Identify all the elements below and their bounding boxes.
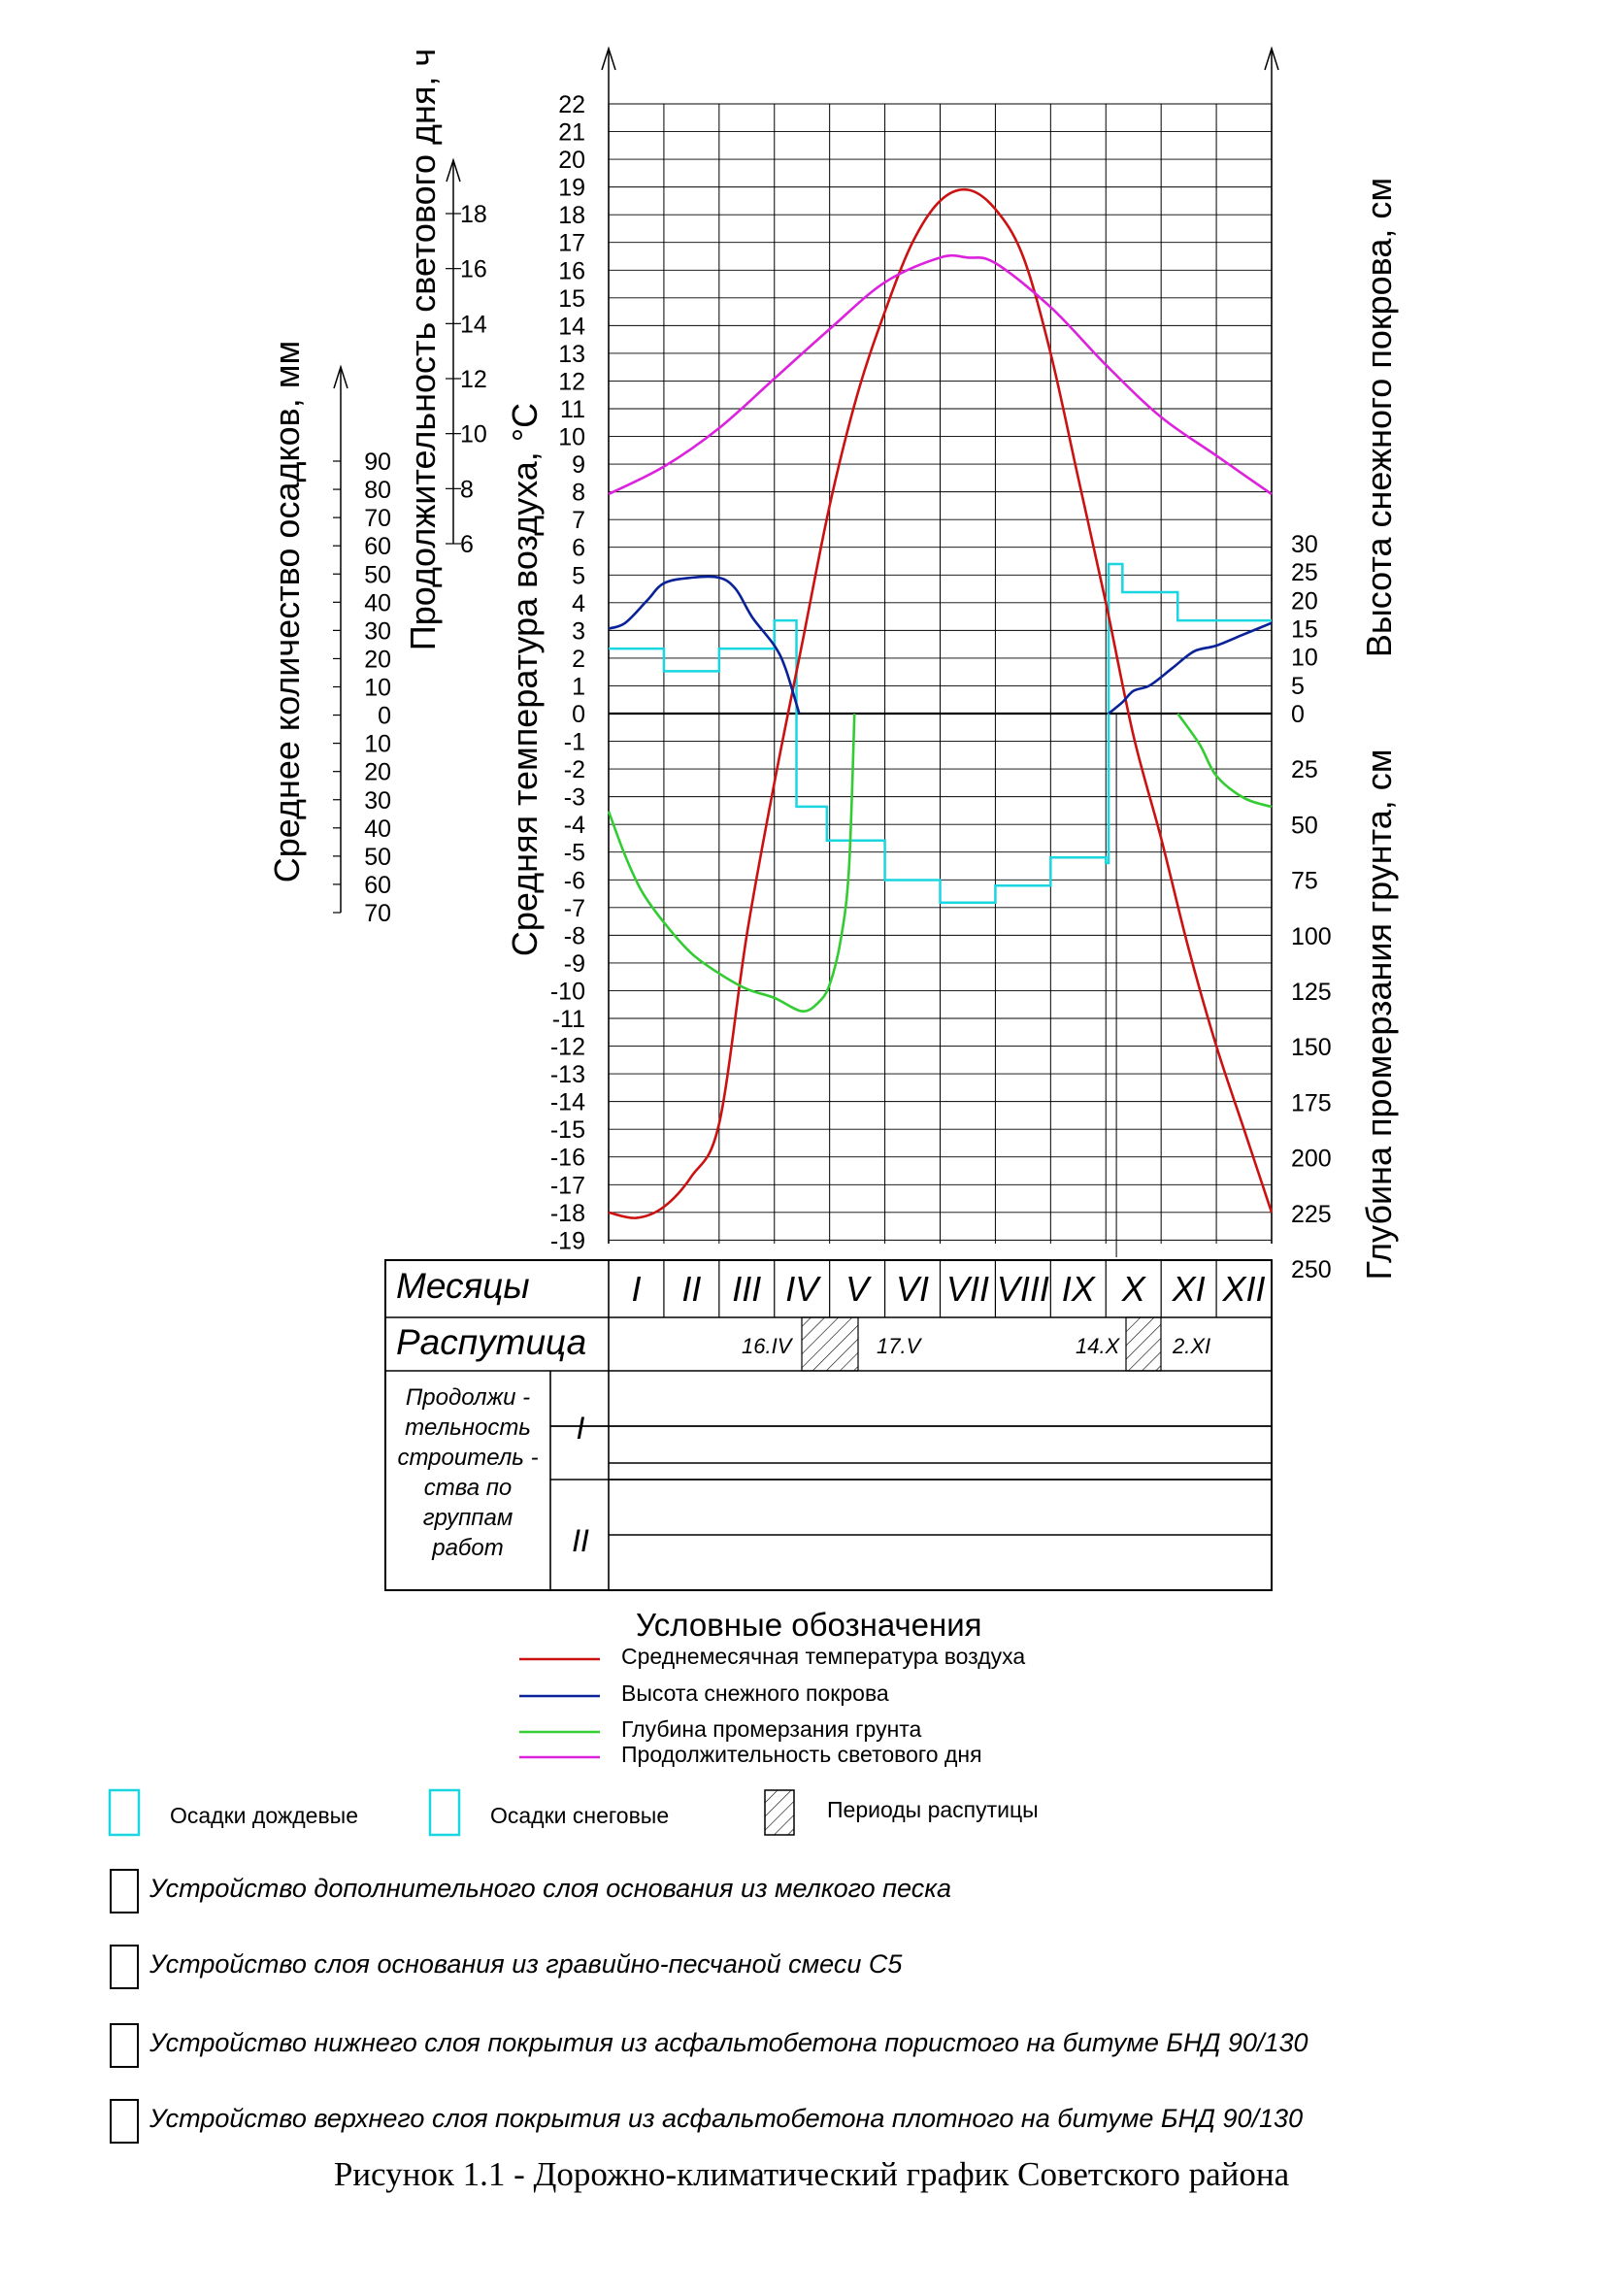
- temperature-tick-label: 14: [558, 313, 585, 341]
- temperature-tick-label: 1: [572, 673, 585, 701]
- precipitation-tick-label: 40: [364, 815, 391, 843]
- precipitation-tick-label: 90: [364, 449, 391, 476]
- snow-tick-label: 30: [1291, 531, 1318, 558]
- temperature-tick-label: 17: [558, 229, 585, 257]
- daylight-tick-label: 16: [460, 255, 487, 283]
- month-label: X: [1121, 1269, 1145, 1309]
- snow-tick-label: 5: [1291, 672, 1305, 700]
- precipitation-tick-label: 10: [364, 730, 391, 758]
- temperature-tick-label: 6: [572, 534, 585, 562]
- temperature-tick-label: -12: [549, 1033, 585, 1061]
- work-item: Устройство дополнительного слоя основания из мелкого песка: [149, 1874, 952, 1903]
- temperature-tick-label: -13: [549, 1061, 585, 1089]
- month-label: III: [732, 1269, 762, 1309]
- snow-tick-label: 15: [1291, 616, 1318, 644]
- daylight-tick-label: 8: [460, 476, 474, 504]
- rasputitsa-date: 17.V: [877, 1334, 921, 1358]
- duration-header-line: Продолжи -: [405, 1384, 531, 1411]
- work-item: Устройство слоя основания из гравийно-песчаной смеси С5: [149, 1949, 903, 1979]
- month-label: VII: [945, 1269, 989, 1309]
- frost-tick-label: 125: [1291, 979, 1332, 1006]
- temperature-tick-label: -18: [549, 1199, 585, 1227]
- daylight-tick-label: 14: [460, 311, 487, 339]
- temperature-tick-label: 15: [558, 284, 585, 313]
- month-label: IX: [1061, 1269, 1095, 1309]
- temperature-axis-label: Средняя температура воздуха, °С: [505, 402, 545, 957]
- duration-header-line: тельность: [405, 1414, 531, 1441]
- temperature-tick-label: 20: [558, 147, 585, 175]
- temperature-tick-label: 4: [572, 589, 585, 617]
- precipitation-tick-label: 40: [364, 589, 391, 617]
- duration-header-line: группам: [422, 1505, 513, 1531]
- frost-tick-label: 175: [1291, 1089, 1332, 1117]
- snow-depth-line-spring: [609, 577, 799, 714]
- month-label: VIII: [996, 1269, 1049, 1309]
- temperature-tick-label: -8: [563, 922, 585, 950]
- rasputitsa-date: 16.IV: [742, 1334, 792, 1358]
- chart-grid: [609, 104, 1272, 1244]
- temperature-tick-label: 10: [558, 423, 585, 451]
- month-label: II: [681, 1269, 702, 1309]
- temperature-tick-label: -1: [563, 728, 585, 756]
- temperature-tick-label: 13: [558, 340, 585, 368]
- frost-tick-label: 75: [1291, 867, 1318, 895]
- temperature-tick-label: 22: [558, 91, 585, 118]
- work-item: Устройство верхнего слоя покрытия из асфальтобетона плотного на битуме БНД 90/130: [149, 2104, 1304, 2133]
- precipitation-tick-label: 50: [364, 561, 391, 589]
- precipitation-tick-label: 30: [364, 617, 391, 646]
- temperature-tick-label: 18: [558, 202, 585, 230]
- temperature-tick-label: -6: [563, 867, 585, 895]
- symbol-rasputitsa-label: Периоды распутицы: [827, 1797, 1039, 1822]
- temperature-tick-label: 21: [558, 118, 585, 147]
- temperature-tick-label: 3: [572, 617, 585, 646]
- rasputitsa-date: 2.XI: [1173, 1334, 1211, 1358]
- temperature-tick-label: 11: [560, 396, 585, 423]
- temperature-tick-label: 16: [558, 257, 585, 285]
- temperature-tick-label: -16: [549, 1144, 585, 1172]
- rasputitsa-date: 14.X: [1076, 1334, 1120, 1358]
- duration-header-line: ства по: [423, 1475, 513, 1501]
- temperature-tick-label: -19: [549, 1227, 585, 1255]
- precipitation-tick-label: 50: [364, 843, 391, 871]
- temperature-tick-label: -10: [549, 978, 585, 1006]
- rasputitsa-header: Распутица: [396, 1322, 587, 1362]
- legend-item-daylight: Продолжительность светового дня: [621, 1742, 982, 1767]
- month-label: XII: [1222, 1269, 1266, 1309]
- temperature-tick-label: 12: [558, 368, 585, 396]
- precipitation-tick-label: 60: [364, 533, 391, 561]
- frost-tick-label: 150: [1291, 1034, 1332, 1062]
- frost-tick-label: 100: [1291, 922, 1332, 950]
- temperature-tick-label: -15: [549, 1116, 585, 1145]
- frost-tick-label: 25: [1291, 756, 1318, 784]
- rasputitsa-autumn-period: [1126, 1317, 1161, 1371]
- legend-item-frost: Глубина промерзания грунта: [621, 1716, 922, 1742]
- group-label: I: [576, 1411, 585, 1446]
- precipitation-tick-label: 70: [364, 505, 391, 533]
- work-checkbox: [110, 1869, 139, 1913]
- snow-axis-label: Высота снежного покрова, см: [1359, 177, 1399, 658]
- figure-caption: Рисунок 1.1 - Дорожно-климатический график Советского района: [333, 2155, 1290, 2193]
- temperature-tick-label: -2: [563, 756, 585, 784]
- precipitation-tick-label: 80: [364, 477, 391, 505]
- symbol-rain-label: Осадки дождевые: [170, 1803, 358, 1828]
- work-checkbox: [110, 1945, 139, 1989]
- temperature-tick-label: 5: [572, 562, 585, 590]
- duration-header-line: строитель -: [397, 1445, 539, 1471]
- temperature-tick-label: -5: [563, 839, 585, 867]
- symbol-snow-label: Осадки снеговые: [490, 1803, 670, 1828]
- temperature-tick-label: -9: [563, 949, 585, 978]
- frost-depth-line-spring: [609, 714, 854, 1012]
- temperature-tick-label: -7: [563, 894, 585, 922]
- chart-axes: [267, 49, 1399, 1283]
- legend-item-temperature: Среднемесячная температура воздуха: [621, 1644, 1026, 1669]
- precipitation-tick-label: 20: [364, 758, 391, 786]
- precipitation-tick-label: 10: [364, 674, 391, 702]
- temperature-tick-label: -14: [549, 1088, 585, 1116]
- frost-tick-label: 250: [1291, 1256, 1332, 1283]
- work-checkbox: [110, 2099, 139, 2144]
- temperature-tick-label: 7: [572, 507, 585, 535]
- daylight-tick-label: 10: [460, 420, 487, 449]
- snow-symbol: [430, 1790, 459, 1835]
- group-label: II: [572, 1523, 589, 1558]
- legend-title: Условные обозначения: [636, 1607, 982, 1643]
- rain-symbol: [110, 1790, 139, 1835]
- duration-header-line: работ: [432, 1535, 504, 1561]
- frost-tick-label: 200: [1291, 1145, 1332, 1173]
- precipitation-tick-label: 70: [364, 900, 391, 927]
- precipitation-tick-label: 60: [364, 871, 391, 899]
- precipitation-axis-label: Среднее количество осадков, мм: [267, 340, 307, 883]
- work-checkbox: [110, 2023, 139, 2068]
- work-item: Устройство нижнего слоя покрытия из асфальтобетона пористого на битуме БНД 90/130: [149, 2028, 1308, 2057]
- daylight-tick-label: 12: [460, 366, 487, 393]
- snow-tick-label: 0: [1291, 701, 1305, 728]
- daylight-tick-label: 6: [460, 531, 474, 558]
- snow-tick-label: 10: [1291, 644, 1318, 672]
- month-label: IV: [785, 1269, 819, 1309]
- frost-tick-label: 225: [1291, 1200, 1332, 1228]
- legend-item-snow: Высота снежного покрова: [621, 1680, 889, 1706]
- temperature-tick-label: -3: [563, 783, 585, 812]
- temperature-tick-label: -4: [563, 812, 585, 840]
- temperature-tick-label: 8: [572, 479, 585, 507]
- frost-depth-line-autumn: [1177, 714, 1272, 807]
- rasputitsa-symbol: [765, 1790, 794, 1835]
- month-label: XI: [1172, 1269, 1206, 1309]
- temperature-tick-label: -11: [551, 1006, 585, 1033]
- snow-tick-label: 25: [1291, 559, 1318, 587]
- precipitation-tick-label: 0: [378, 702, 391, 730]
- months-header: Месяцы: [396, 1266, 530, 1306]
- temperature-tick-label: 9: [572, 451, 585, 480]
- frost-axis-label: Глубина промерзания грунта, см: [1359, 749, 1399, 1281]
- temperature-tick-label: 0: [572, 701, 585, 728]
- precipitation-tick-label: 30: [364, 786, 391, 815]
- snow-tick-label: 20: [1291, 587, 1318, 616]
- rasputitsa-spring-period: [802, 1317, 858, 1371]
- temperature-tick-label: -17: [549, 1172, 585, 1200]
- daylight-tick-label: 18: [460, 201, 487, 228]
- temperature-tick-label: 19: [558, 174, 585, 202]
- temperature-tick-label: 2: [572, 645, 585, 673]
- months-table: [385, 1260, 1272, 1590]
- month-label: V: [845, 1269, 870, 1309]
- month-label: I: [631, 1269, 642, 1309]
- precipitation-tick-label: 20: [364, 646, 391, 674]
- month-label: VI: [896, 1269, 930, 1309]
- frost-tick-label: 50: [1291, 812, 1318, 840]
- snow-depth-line-autumn: [1109, 623, 1272, 714]
- daylight-axis-label: Продолжительность светового дня, ч: [403, 48, 443, 651]
